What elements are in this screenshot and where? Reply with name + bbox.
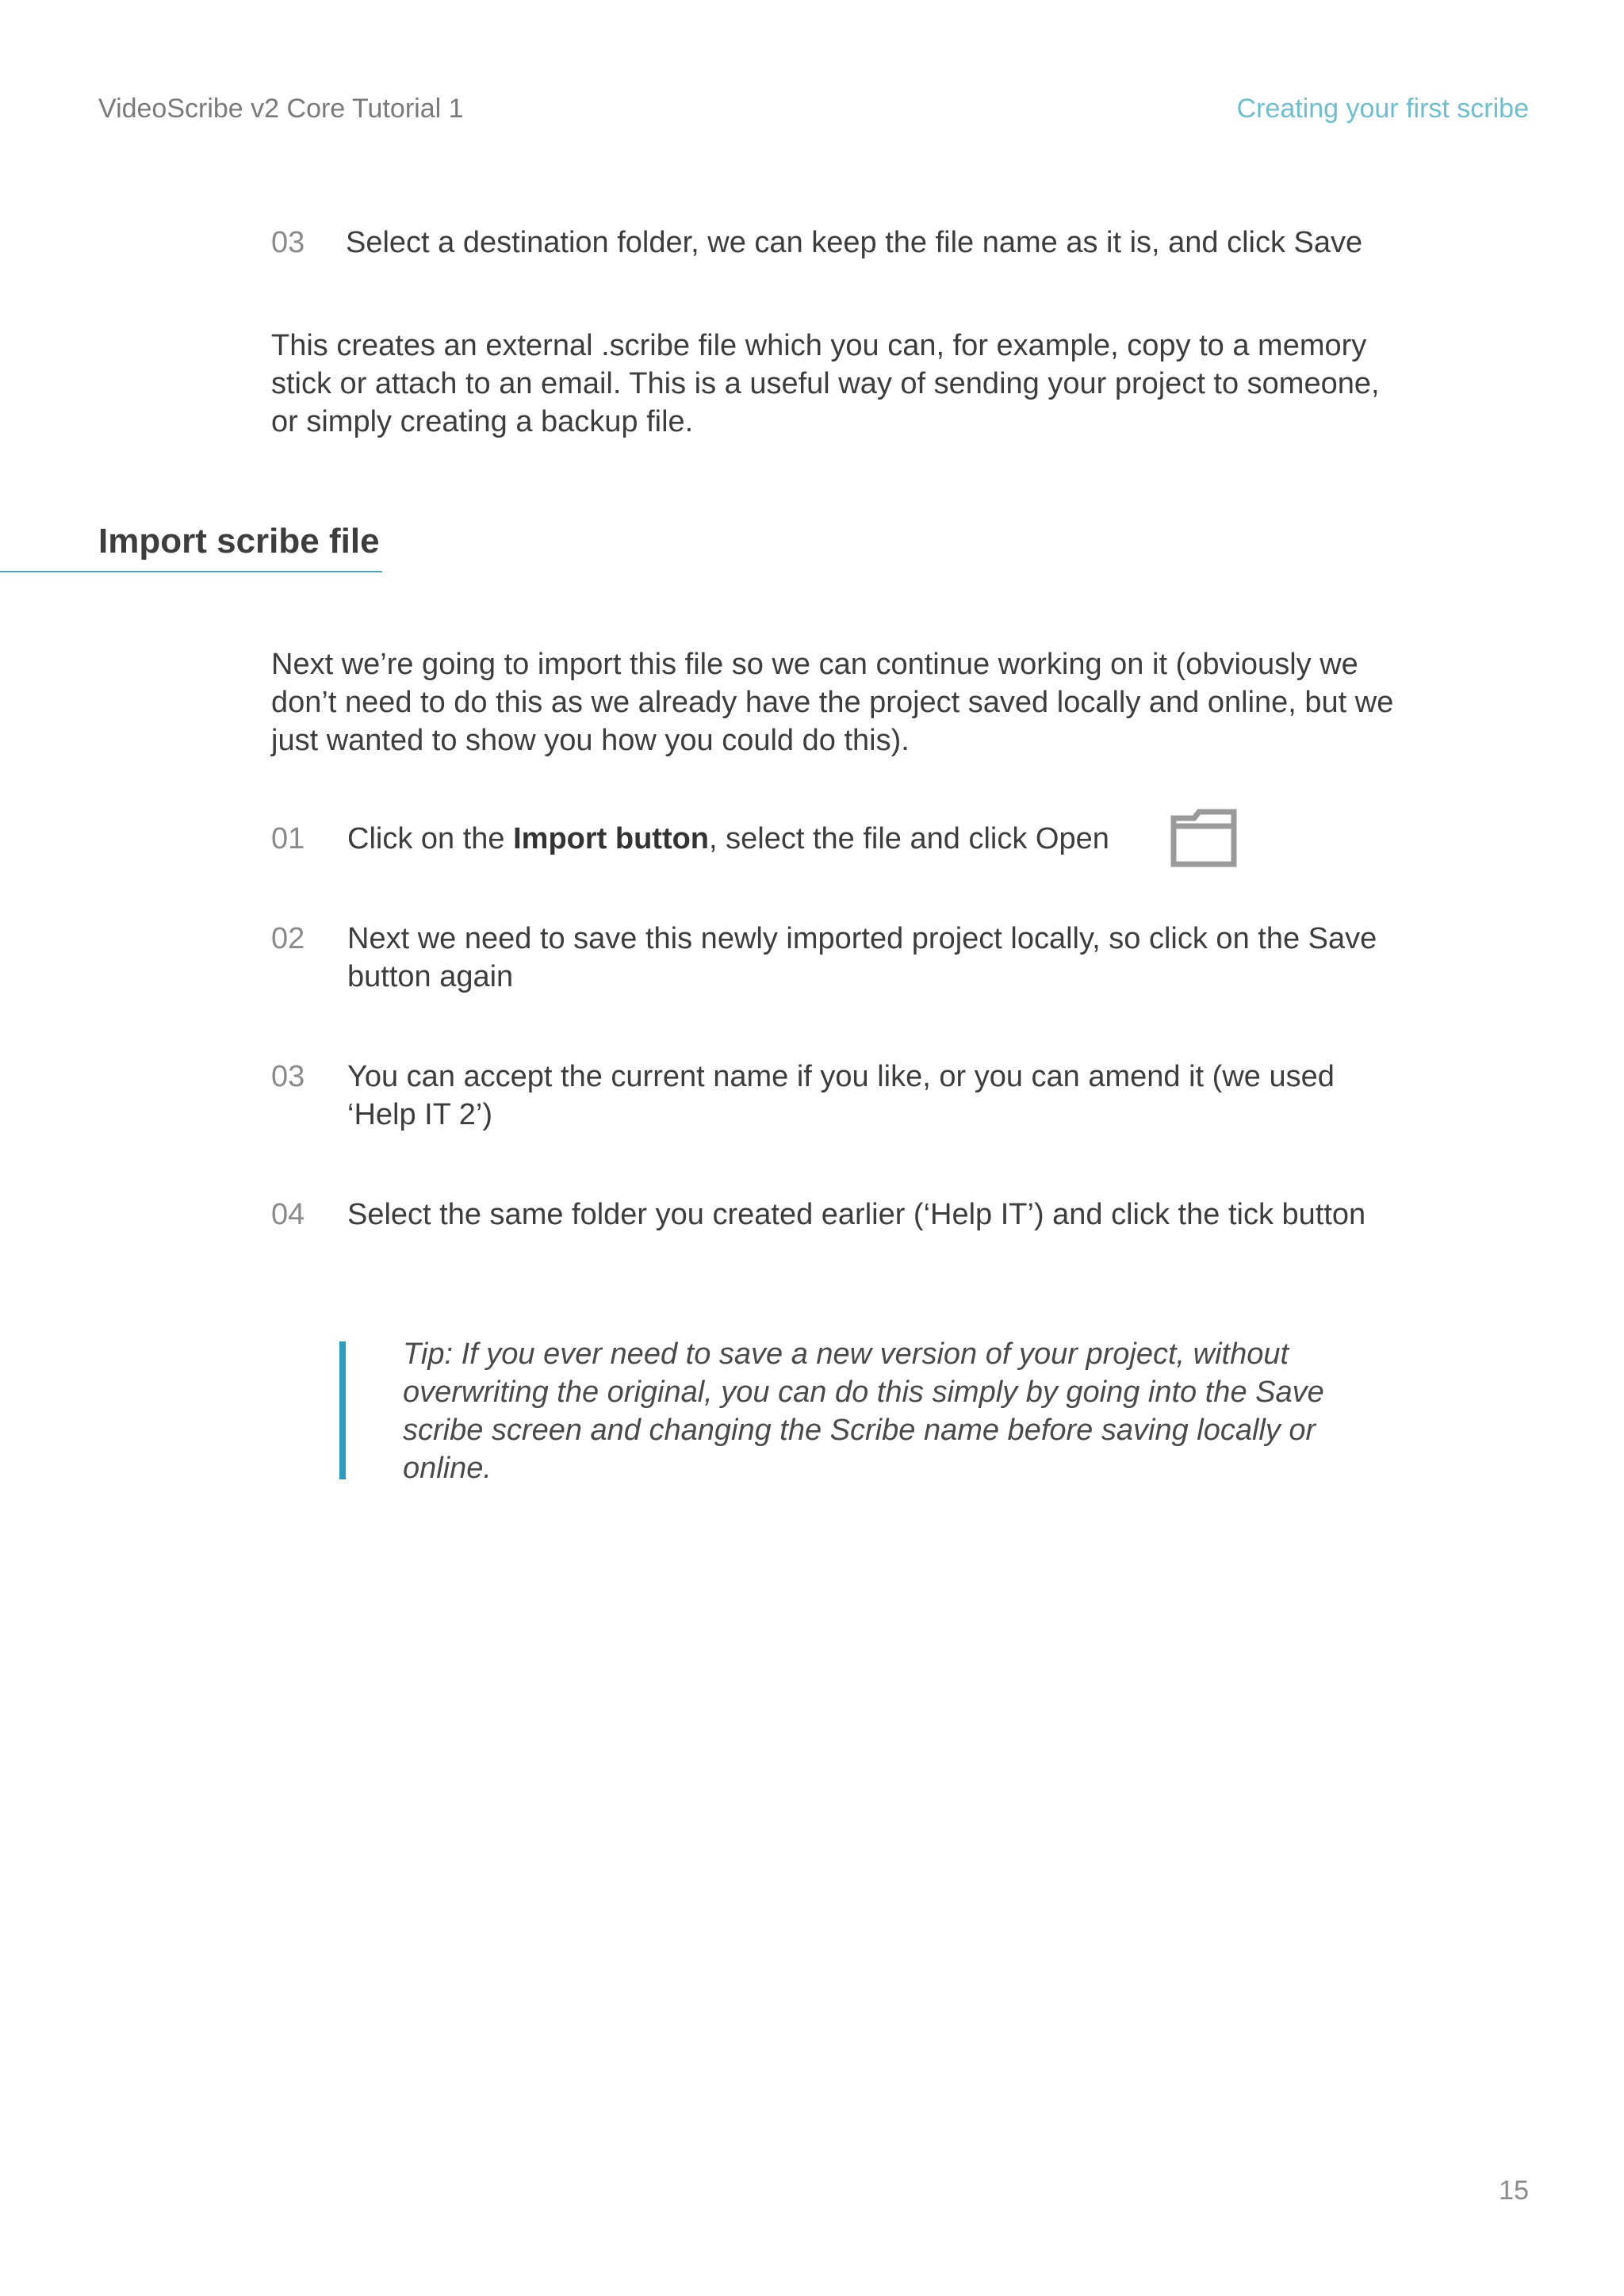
folder-icon [1170,809,1237,867]
step-text: Select the same folder you created earlier (‘Help IT’) and click the tick button [347,1198,1366,1231]
tip-accent-bar [339,1341,346,1479]
section-heading: Import scribe file [98,522,380,561]
document-header-section: Creating your first scribe [1236,94,1529,124]
step-number: 01 [271,822,305,855]
step-text: Select a destination folder, we can keep the file name as it is, and click Save [346,226,1363,259]
section-paragraph: Next we’re going to import this file so we can continue working on it (obviously we don’t need to do this as we already have the project saved locally and online, but we just wanted to show you how you could do this). [271,648,1394,757]
step-number: 03 [271,1060,305,1093]
import-button-label: Import button [513,822,710,855]
page-number: 15 [1499,2175,1529,2206]
step-number: 02 [271,922,305,955]
step-number: 03 [271,226,305,259]
step-number: 04 [271,1198,305,1231]
intro-paragraph: This creates an external .scribe file which you can, for example, copy to a memory stick or attach to an email. This is a useful way of sending your project to someone, or simply creating a backup file. [271,329,1380,438]
step-text: Click on the Import button, select the file and click Open [347,822,1109,855]
tip-text: Tip: If you ever need to save a new version of your project, without overwriting the original, you can do this simply by going into the Save scribe screen and changing the Scribe name before saving locally or online. [403,1337,1324,1485]
section-underline [0,571,382,572]
step-text: You can accept the current name if you like, or you can amend it (we used ‘Help IT 2’) [347,1060,1335,1131]
document-header-title: VideoScribe v2 Core Tutorial 1 [98,94,464,124]
step-text: Next we need to save this newly imported project locally, so click on the Save button again [347,922,1377,993]
